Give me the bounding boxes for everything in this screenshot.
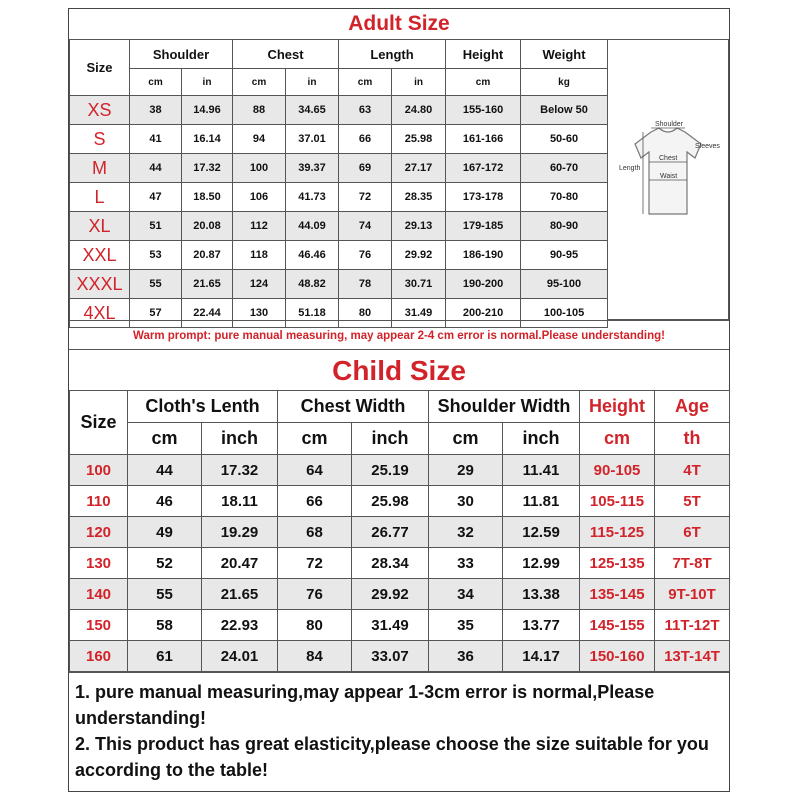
unit-header: cm [128, 423, 202, 455]
table-row [70, 154, 608, 183]
table-cell: 30.71 [392, 270, 446, 299]
table-cell: 61 [128, 641, 202, 672]
table-cell: 30 [429, 486, 503, 517]
table-cell: 76 [278, 579, 352, 610]
size-cell: L [70, 183, 130, 212]
table-cell: 20.08 [182, 212, 233, 241]
table-cell: 12.59 [503, 517, 580, 548]
table-cell: 29.92 [392, 241, 446, 270]
unit-header: inch [202, 423, 278, 455]
table-row [70, 579, 730, 610]
table-cell: 167-172 [446, 154, 521, 183]
table-cell: 4T [655, 455, 730, 486]
child-notes [69, 672, 729, 790]
column-header: Shoulder Width [429, 391, 580, 423]
table-cell: 95-100 [521, 270, 608, 299]
table-cell: 7T-8T [655, 548, 730, 579]
unit-header: kg [521, 69, 608, 96]
table-cell: 51 [130, 212, 182, 241]
table-cell: 90-105 [580, 455, 655, 486]
table-cell: 100 [233, 154, 286, 183]
unit-header: in [286, 69, 339, 96]
table-cell: 38 [130, 96, 182, 125]
table-cell: 11.81 [503, 486, 580, 517]
table-cell: 31.49 [352, 610, 429, 641]
table-cell: 11T-12T [655, 610, 730, 641]
column-header: Height [446, 40, 521, 69]
table-cell: 25.98 [352, 486, 429, 517]
size-cell: S [70, 125, 130, 154]
table-cell: 34 [429, 579, 503, 610]
child-size-title: Child Size [332, 355, 466, 386]
adult-size-table [69, 39, 608, 328]
unit-header: th [655, 423, 730, 455]
table-cell: 13.38 [503, 579, 580, 610]
table-cell: 55 [130, 270, 182, 299]
table-cell: 34.65 [286, 96, 339, 125]
table-cell: 50-60 [521, 125, 608, 154]
table-cell: 80 [278, 610, 352, 641]
table-cell: 118 [233, 241, 286, 270]
size-header: Size [70, 40, 130, 96]
table-row [70, 455, 730, 486]
table-cell: 130 [233, 299, 286, 328]
table-cell: 44 [130, 154, 182, 183]
child-note-item: 2. This product has great elasticity,please choose the size suitable for you according to the table! [75, 734, 709, 780]
table-cell: 112 [233, 212, 286, 241]
diagram-label-chest: Chest [659, 155, 678, 162]
table-row [70, 641, 730, 672]
table-cell: 135-145 [580, 579, 655, 610]
table-cell: 80-90 [521, 212, 608, 241]
table-row [70, 212, 608, 241]
table-cell: 150-160 [580, 641, 655, 672]
table-cell: 124 [233, 270, 286, 299]
table-cell: 90-95 [521, 241, 608, 270]
table-cell: 22.44 [182, 299, 233, 328]
column-header: Chest Width [278, 391, 429, 423]
size-cell: 100 [70, 455, 128, 486]
table-cell: 46.46 [286, 241, 339, 270]
table-row [70, 96, 608, 125]
table-cell: 37.01 [286, 125, 339, 154]
table-cell: 14.17 [503, 641, 580, 672]
size-cell: 130 [70, 548, 128, 579]
child-size-table [69, 390, 730, 672]
table-cell: 41.73 [286, 183, 339, 212]
table-cell: 51.18 [286, 299, 339, 328]
table-cell: 13T-14T [655, 641, 730, 672]
diagram-label-shoulder: Shoulder [655, 121, 684, 128]
table-cell: 24.80 [392, 96, 446, 125]
table-cell: 25.98 [392, 125, 446, 154]
table-row [70, 610, 730, 641]
table-cell: 80 [339, 299, 392, 328]
column-header: Shoulder [130, 40, 233, 69]
table-cell: 68 [278, 517, 352, 548]
unit-header: cm [233, 69, 286, 96]
table-cell: 47 [130, 183, 182, 212]
table-cell: 78 [339, 270, 392, 299]
table-cell: 22.93 [202, 610, 278, 641]
table-cell: 66 [339, 125, 392, 154]
column-header: Cloth's Lenth [128, 391, 278, 423]
table-cell: 115-125 [580, 517, 655, 548]
table-row [70, 125, 608, 154]
table-cell: 13.77 [503, 610, 580, 641]
table-cell: 35 [429, 610, 503, 641]
table-row [70, 517, 730, 548]
size-cell: XL [70, 212, 130, 241]
table-cell: 5T [655, 486, 730, 517]
table-cell: 125-135 [580, 548, 655, 579]
size-cell: 110 [70, 486, 128, 517]
adult-measurement-note: Warm prompt: pure manual measuring, may appear 2-4 cm error is normal.Please understanding! [69, 320, 729, 350]
size-header: Size [70, 391, 128, 455]
column-header: Length [339, 40, 446, 69]
size-cell: 4XL [70, 299, 130, 328]
table-cell: 29 [429, 455, 503, 486]
table-row [70, 486, 730, 517]
table-cell: 29.13 [392, 212, 446, 241]
size-cell: M [70, 154, 130, 183]
table-cell: 105-115 [580, 486, 655, 517]
tshirt-diagram-panel [607, 39, 729, 320]
table-cell: 24.01 [202, 641, 278, 672]
table-cell: 21.65 [202, 579, 278, 610]
diagram-label-waist: Waist [660, 173, 678, 180]
table-cell: 70-80 [521, 183, 608, 212]
table-cell: 106 [233, 183, 286, 212]
table-row [70, 270, 608, 299]
table-cell: 55 [128, 579, 202, 610]
table-cell: 190-200 [446, 270, 521, 299]
size-cell: 140 [70, 579, 128, 610]
table-cell: 94 [233, 125, 286, 154]
table-cell: 173-178 [446, 183, 521, 212]
table-cell: 44.09 [286, 212, 339, 241]
table-cell: 16.14 [182, 125, 233, 154]
size-cell: 160 [70, 641, 128, 672]
table-cell: 25.19 [352, 455, 429, 486]
diagram-label-length: Length [619, 165, 641, 172]
table-cell: 12.99 [503, 548, 580, 579]
size-cell: XXL [70, 241, 130, 270]
table-cell: 21.65 [182, 270, 233, 299]
table-cell: 52 [128, 548, 202, 579]
table-cell: 46 [128, 486, 202, 517]
table-cell: 66 [278, 486, 352, 517]
table-cell: 58 [128, 610, 202, 641]
unit-header: in [182, 69, 233, 96]
table-cell: 29.92 [352, 579, 429, 610]
table-cell: 19.29 [202, 517, 278, 548]
unit-header: cm [278, 423, 352, 455]
table-cell: 88 [233, 96, 286, 125]
unit-header: inch [503, 423, 580, 455]
size-cell: XS [70, 96, 130, 125]
table-cell: 6T [655, 517, 730, 548]
unit-header: cm [130, 69, 182, 96]
unit-header: cm [339, 69, 392, 96]
table-cell: 32 [429, 517, 503, 548]
table-cell: 161-166 [446, 125, 521, 154]
unit-header: cm [580, 423, 655, 455]
diagram-label-sleeves: Sleeves [695, 143, 720, 150]
table-row [70, 548, 730, 579]
table-cell: 14.96 [182, 96, 233, 125]
column-header: Chest [233, 40, 339, 69]
table-cell: 179-185 [446, 212, 521, 241]
table-cell: 41 [130, 125, 182, 154]
size-cell: XXXL [70, 270, 130, 299]
table-cell: 76 [339, 241, 392, 270]
table-cell: 155-160 [446, 96, 521, 125]
table-cell: 28.34 [352, 548, 429, 579]
table-cell: 57 [130, 299, 182, 328]
table-cell: 20.87 [182, 241, 233, 270]
table-cell: 17.32 [182, 154, 233, 183]
table-cell: 20.47 [202, 548, 278, 579]
table-cell: 48.82 [286, 270, 339, 299]
table-cell: 60-70 [521, 154, 608, 183]
table-cell: 28.35 [392, 183, 446, 212]
table-cell: 9T-10T [655, 579, 730, 610]
table-cell: 33.07 [352, 641, 429, 672]
table-cell: 27.17 [392, 154, 446, 183]
table-cell: 44 [128, 455, 202, 486]
unit-header: inch [352, 423, 429, 455]
size-cell: 120 [70, 517, 128, 548]
table-cell: 53 [130, 241, 182, 270]
table-cell: 39.37 [286, 154, 339, 183]
unit-header: in [392, 69, 446, 96]
unit-header: cm [429, 423, 503, 455]
table-cell: 64 [278, 455, 352, 486]
table-cell: 31.49 [392, 299, 446, 328]
table-cell: 145-155 [580, 610, 655, 641]
table-cell: 200-210 [446, 299, 521, 328]
column-header: Age [655, 391, 730, 423]
adult-size-title: Adult Size [348, 12, 450, 35]
table-cell: Below 50 [521, 96, 608, 125]
table-cell: 63 [339, 96, 392, 125]
size-cell: 150 [70, 610, 128, 641]
table-cell: 49 [128, 517, 202, 548]
table-cell: 36 [429, 641, 503, 672]
tshirt-measurement-icon [609, 118, 727, 228]
column-header: Height [580, 391, 655, 423]
table-cell: 26.77 [352, 517, 429, 548]
table-cell: 33 [429, 548, 503, 579]
column-header: Weight [521, 40, 608, 69]
table-cell: 69 [339, 154, 392, 183]
table-row [70, 241, 608, 270]
table-cell: 18.50 [182, 183, 233, 212]
table-cell: 100-105 [521, 299, 608, 328]
table-cell: 72 [278, 548, 352, 579]
table-cell: 186-190 [446, 241, 521, 270]
table-cell: 84 [278, 641, 352, 672]
unit-header: cm [446, 69, 521, 96]
table-row [70, 183, 608, 212]
table-cell: 74 [339, 212, 392, 241]
child-note-item: 1. pure manual measuring,may appear 1-3cm error is normal,Please understanding! [75, 682, 655, 728]
table-cell: 72 [339, 183, 392, 212]
table-cell: 17.32 [202, 455, 278, 486]
table-cell: 18.11 [202, 486, 278, 517]
table-cell: 11.41 [503, 455, 580, 486]
